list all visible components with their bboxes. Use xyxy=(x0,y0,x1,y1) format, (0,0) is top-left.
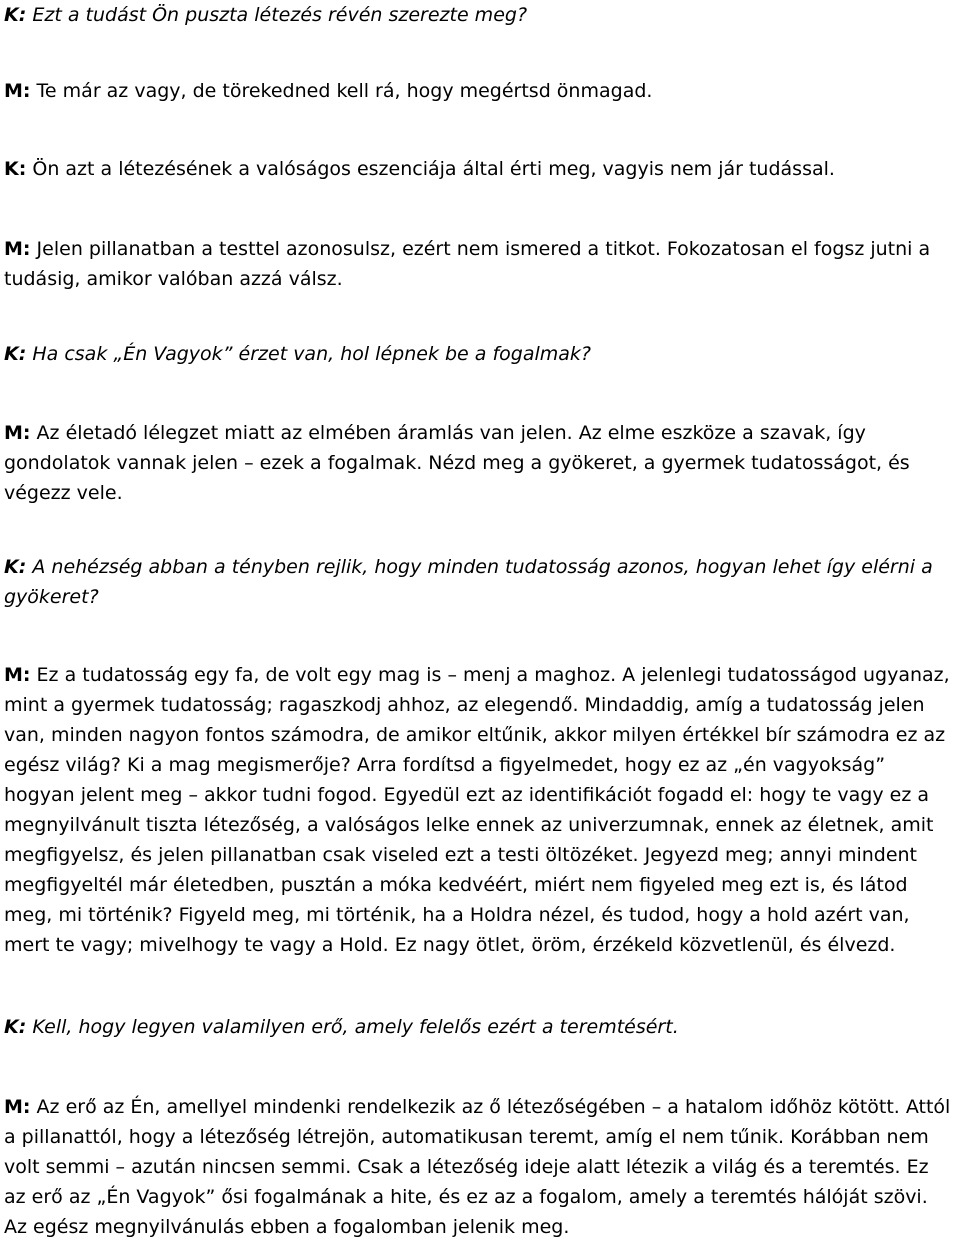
speaker-label: M: xyxy=(4,80,31,102)
speaker-label: K: xyxy=(4,4,27,26)
speaker-label: K: xyxy=(4,556,27,578)
paragraph-text: Ön azt a létezésének a valóságos eszenciája által érti meg, vagyis nem jár tudással. xyxy=(26,158,835,180)
question-paragraph xyxy=(4,552,956,612)
speaker-label: M: xyxy=(4,1096,31,1118)
speaker-label: K: xyxy=(4,343,27,365)
question-paragraph xyxy=(4,154,956,184)
question-paragraph xyxy=(4,1012,956,1042)
paragraph-text: Ezt a tudást Ön puszta létezés révén szerezte meg? xyxy=(26,4,528,26)
paragraph-text: Ez a tudatosság egy fa, de volt egy mag is – menj a maghoz. A jelenlegi tudatosságod ugyanaz, mint a gyermek tudatosság; ragaszkodj ahhoz, az elegendő. Mindaddig, amíg a tudatosság jelen van, minden nagyon fontos számodra, de amikor eltűnik, akkor milyen értékkel bír számodra ez az egész világ? Ki a mag megismerője? Arra fordítsd a figyelmedet, hogy ez az „én vagyokság” hogyan jelent meg – akkor tudni fogod. Egyedül ezt az identifikációt fogadd el: hogy te vagy ez a megnyilvánult tiszta létezőség, a valóságos lelke ennek az univerzumnak, ennek az életnek, amit megfigyelsz, és jelen pillanatban csak viseled ezt a testi öltözéket. Jegyezd meg; annyi mindent megfigyeltél már életedben, pusztán a móka kedvéért, miért nem figyeled meg ezt is, és látod meg, mi történik? Figyeld meg, mi történik, ha a Holdra nézel, és tudod, hogy a hold azért van, mert te vagy; mivelhogy te vagy a Hold. Ez nagy ötlet, öröm, érzékeld közvetlenül, és élvezd. xyxy=(4,664,950,956)
paragraph-text: Ha csak „Én Vagyok” érzet van, hol lépnek be a fogalmak? xyxy=(26,343,591,365)
answer-paragraph xyxy=(4,418,956,508)
speaker-label: M: xyxy=(4,664,31,686)
paragraph-text: Te már az vagy, de törekedned kell rá, hogy megértsd önmagad. xyxy=(30,80,653,102)
paragraph-text: Kell, hogy legyen valamilyen erő, amely felelős ezért a teremtésért. xyxy=(26,1016,679,1038)
answer-paragraph xyxy=(4,76,956,106)
answer-paragraph xyxy=(4,660,956,960)
speaker-label: M: xyxy=(4,238,31,260)
paragraph-text: Jelen pillanatban a testtel azonosulsz, ezért nem ismered a titkot. Fokozatosan el fogsz jutni a tudásig, amikor valóban azzá válsz. xyxy=(4,238,931,290)
answer-paragraph xyxy=(4,1092,956,1242)
paragraph-text: Az erő az Én, amellyel mindenki rendelkezik az ő létezőségében – a hatalom időhöz kötött. Attól a pillanattól, hogy a létezőség létrejön, automatikusan teremt, amíg el nem tűnik. Korábban nem volt semmi – azután nincsen semmi. Csak a létezőség ideje alatt létezik a világ és a teremtés. Ez az erő az „Én Vagyok” ősi fogalmának a hite, és ez az a fogalom, amely a teremtés hálóját szövi. Az egész megnyilvánulás ebben a fogalomban jelenik meg. xyxy=(4,1096,951,1238)
paragraph-text: A nehézség abban a tényben rejlik, hogy minden tudatosság azonos, hogyan lehet így elérni a gyökeret? xyxy=(4,556,933,608)
speaker-label: K: xyxy=(4,1016,27,1038)
speaker-label: K: xyxy=(4,158,27,180)
paragraph-text: Az életadó lélegzet miatt az elmében áramlás van jelen. Az elme eszköze a szavak, így gondolatok vannak jelen – ezek a fogalmak. Nézd meg a gyökeret, a gyermek tudatosságot, és végezz vele. xyxy=(4,422,910,504)
speaker-label: M: xyxy=(4,422,31,444)
answer-paragraph xyxy=(4,234,956,294)
question-paragraph xyxy=(4,0,956,30)
question-paragraph xyxy=(4,339,956,369)
